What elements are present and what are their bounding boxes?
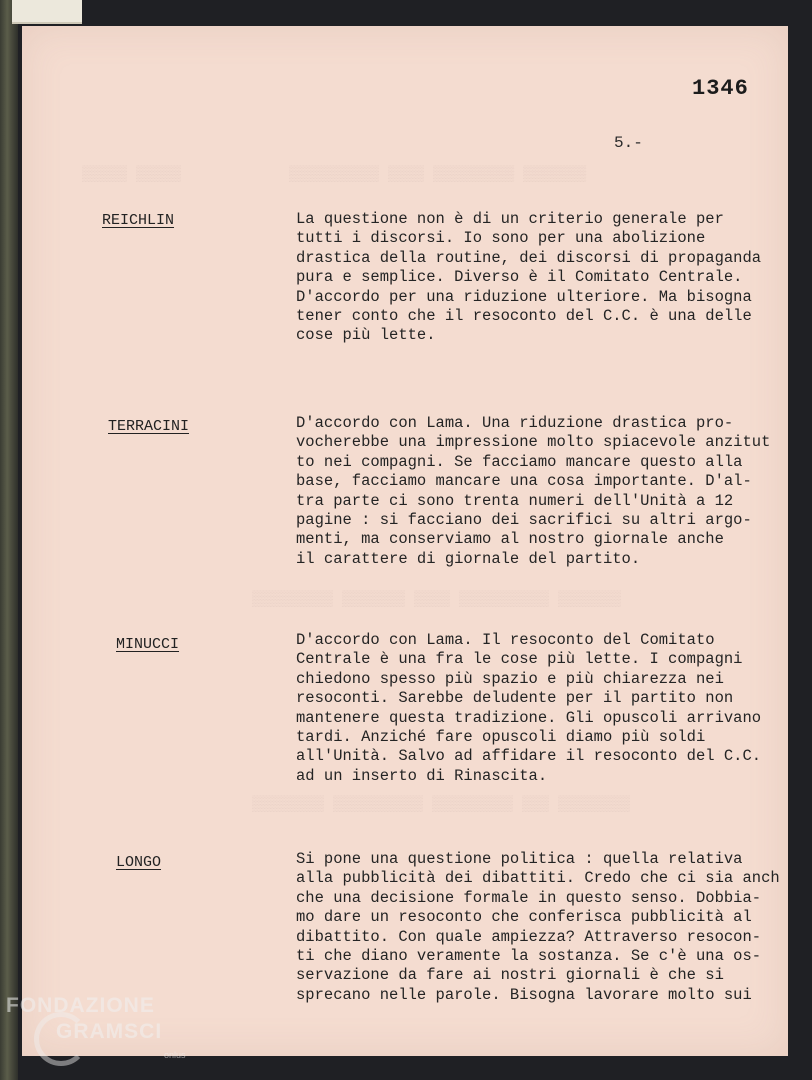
text-line: drastica della routine, dei discorsi di propaganda bbox=[296, 248, 762, 267]
speech-paragraph bbox=[296, 631, 786, 786]
speaker-name: REICHLIN bbox=[102, 212, 175, 229]
page-number: 1346 bbox=[692, 76, 749, 101]
speech-paragraph bbox=[296, 210, 786, 346]
speaker-name: TERRACINI bbox=[108, 418, 190, 435]
text-line: tardi. Anziché fare opuscoli diamo più soldi bbox=[296, 728, 706, 747]
text-line: pagine : si facciano dei sacrifici su altri argo- bbox=[296, 511, 752, 530]
text-line: mantenere questa tradizione. Gli opuscoli arrivano bbox=[296, 708, 762, 727]
text-line: tutti i discorsi. Io sono per una abolizione bbox=[296, 229, 706, 248]
text-line: cose più lette. bbox=[296, 326, 436, 345]
text-line: base, facciamo mancare una cosa importante. D'al- bbox=[296, 472, 752, 491]
text-line: D'accordo con Lama. Una riduzione drastica pro- bbox=[296, 414, 734, 432]
text-line: sprecano nelle parole. Bisogna lavorare molto sui bbox=[296, 985, 752, 1004]
text-line: ti che diano veramente la sostanza. Se c'è una os- bbox=[296, 947, 762, 966]
speaker-name: MINUCCI bbox=[116, 636, 180, 653]
speech-paragraph bbox=[296, 414, 786, 569]
speech-paragraph bbox=[296, 850, 786, 1005]
bleed-through: ▒▒▒▒▒ ▒▒▒▒▒ ▒▒▒▒▒▒▒▒▒▒ ▒▒▒▒ ▒▒▒▒▒▒▒▒▒ ▒▒▒▒▒▒▒ bbox=[82, 166, 587, 183]
watermark-line: onlus bbox=[164, 1050, 186, 1060]
text-line: pura e semplice. Diverso è il Comitato Centrale. bbox=[296, 268, 743, 287]
bleed-through: ▒▒▒▒▒▒▒▒ ▒▒▒▒▒▒▒▒▒▒ ▒▒▒▒▒▒▒▒▒ ▒▒▒ ▒▒▒▒▒▒▒▒ bbox=[252, 796, 631, 813]
bleed-through: ▒▒▒▒▒▒▒▒▒ ▒▒▒▒▒▒▒ ▒▒▒▒ ▒▒▒▒▒▒▒▒▒▒ ▒▒▒▒▒▒▒ bbox=[252, 591, 622, 608]
text-line: Centrale è una fra le cose più lette. I compagni bbox=[296, 650, 743, 669]
text-line: mo dare un resoconto che conferisca pubblicità al bbox=[296, 908, 752, 927]
text-line: all'Unità. Salvo ad affidare il resoconto del C.C. bbox=[296, 747, 762, 766]
text-line: chiedono spesso più spazio e più chiarezza nei bbox=[296, 669, 724, 688]
section-mark: 5.- bbox=[614, 134, 643, 152]
folder-tab bbox=[12, 0, 82, 24]
text-line: il carattere di giornale del partito. bbox=[296, 549, 641, 568]
text-line: D'accordo per una riduzione ulteriore. Ma bisogna bbox=[296, 287, 752, 306]
text-line: D'accordo con Lama. Il resoconto del Comitato bbox=[296, 631, 715, 649]
watermark-line: GRAMSCI bbox=[56, 1020, 163, 1043]
text-line: dibattito. Con quale ampiezza? Attraverso resocon- bbox=[296, 927, 762, 946]
binder-edge bbox=[0, 0, 18, 1080]
text-line: to nei compagni. Se facciamo mancare questo alla bbox=[296, 452, 743, 471]
text-line: tener conto che il resoconto del C.C. è una delle bbox=[296, 307, 752, 326]
text-line: Si pone una questione politica : quella relativa bbox=[296, 850, 743, 868]
fondazione-gramsci-watermark bbox=[6, 990, 206, 1070]
text-line: La questione non è di un criterio generale per bbox=[296, 210, 724, 228]
text-line: resoconti. Sarebbe deludente per il partito non bbox=[296, 689, 734, 708]
text-line: tra parte ci sono trenta numeri dell'Unità a 12 bbox=[296, 491, 734, 510]
text-line: alla pubblicità dei dibattiti. Credo che ci sia anch bbox=[296, 869, 780, 888]
text-line: che una decisione formale in questo senso. Dobbia- bbox=[296, 888, 762, 907]
speaker-name: LONGO bbox=[116, 854, 162, 871]
text-line: servazione da fare ai nostri giornali è che si bbox=[296, 966, 724, 985]
watermark-line: FONDAZIONE bbox=[6, 994, 155, 1017]
text-line: vocherebbe una impressione molto spiacevole anzitut bbox=[296, 433, 771, 452]
text-line: ad un inserto di Rinascita. bbox=[296, 766, 548, 785]
text-line: menti, ma conserviamo al nostro giornale anche bbox=[296, 530, 724, 549]
document-page bbox=[22, 26, 788, 1056]
